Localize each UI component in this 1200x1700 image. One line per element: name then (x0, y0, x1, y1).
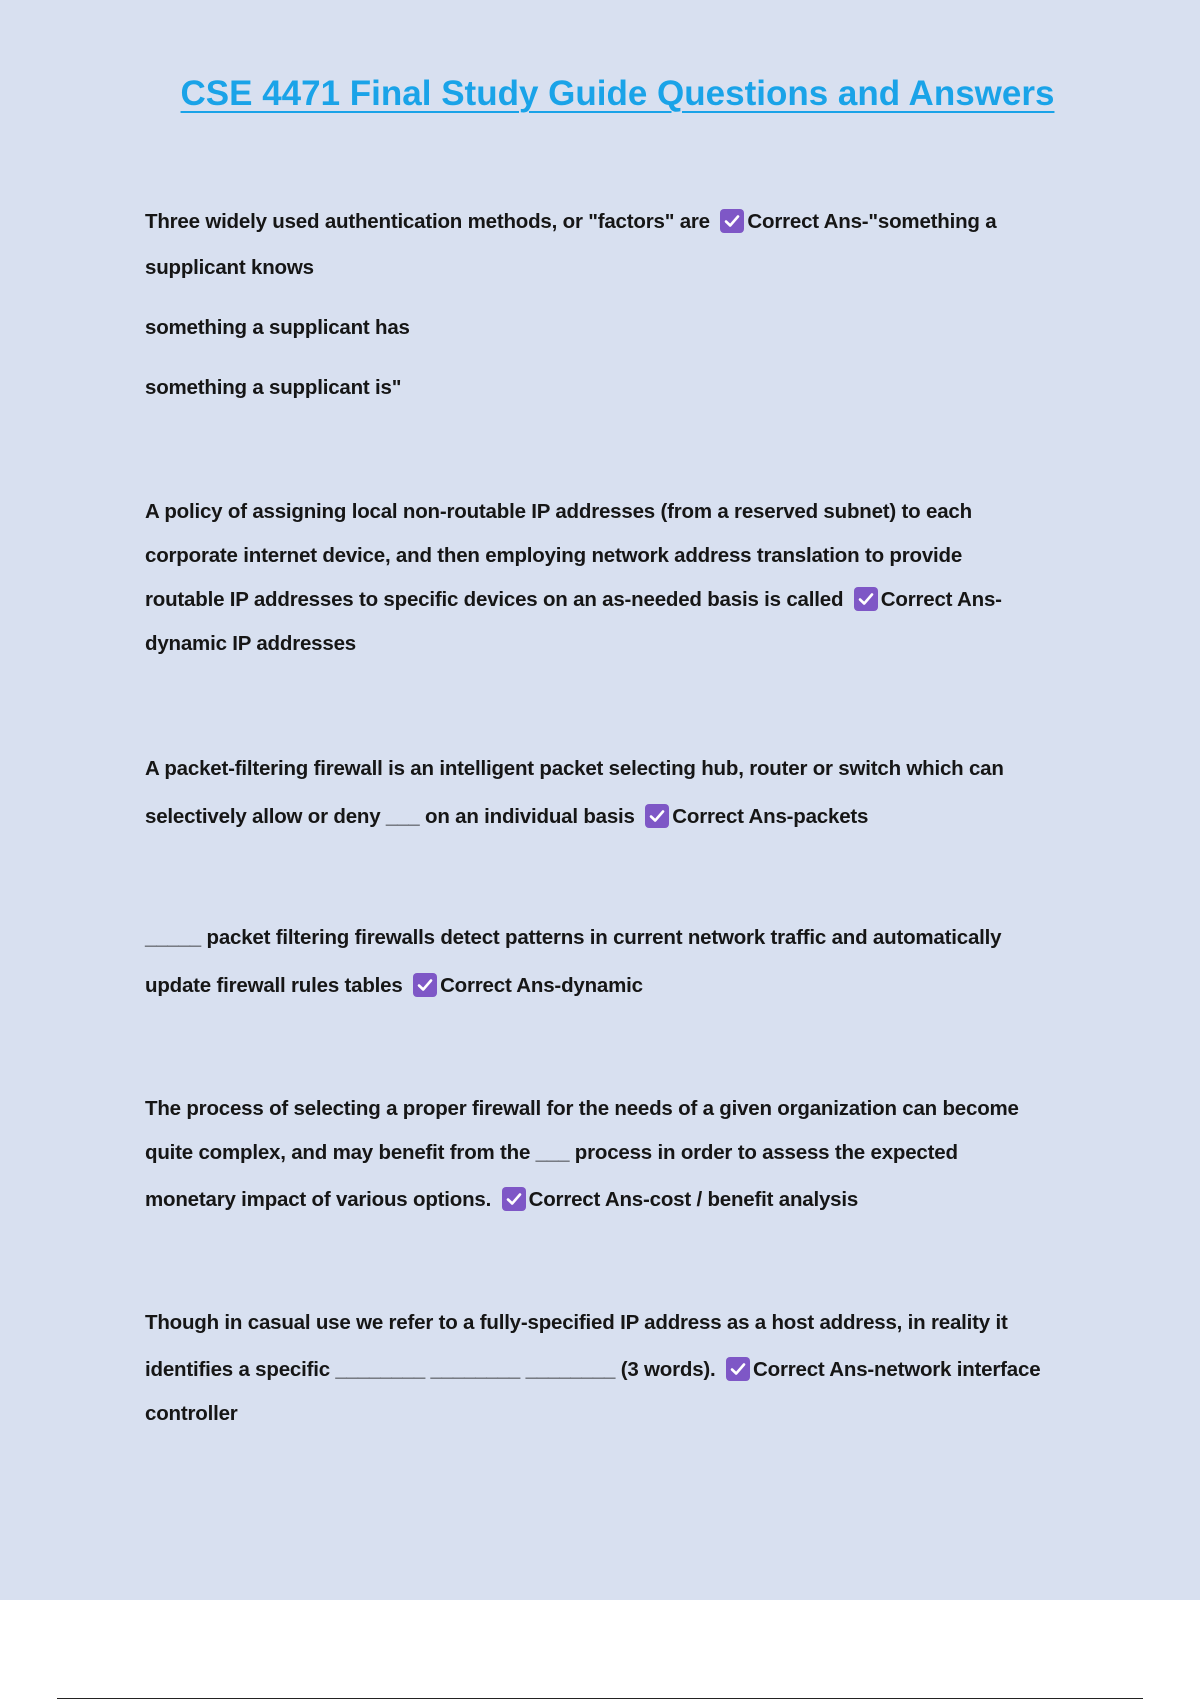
question-text: routable IP addresses to specific devices on an as-needed basis is called (145, 588, 849, 611)
answer-text: Correct Ans-dynamic (440, 974, 643, 997)
qa-item-5 (145, 1087, 1065, 1222)
answer-text: Correct Ans- (880, 588, 1002, 611)
answer-text: Correct Ans-cost / benefit analysis (528, 1188, 859, 1211)
qa-line (145, 199, 1065, 245)
qa-line (145, 1178, 1065, 1222)
qa-line: A packet-filtering firewall is an intelligent packet selecting hub, router or switch which can (145, 757, 1004, 780)
document-title: CSE 4471 Final Study Guide Questions and Answers (180, 74, 1055, 113)
qa-line: dynamic IP addresses (145, 632, 356, 655)
answer-text: Correct Ans-network interface (753, 1358, 1041, 1381)
qa-line: quite complex, and may benefit from the ___ process in order to assess the expected (145, 1141, 958, 1164)
qa-line: something a supplicant is" (145, 376, 402, 399)
checkbox-checked-icon (502, 1187, 526, 1211)
qa-item-6 (145, 1301, 1065, 1436)
qa-item-2 (145, 490, 1065, 666)
qa-item-1 (145, 199, 1065, 411)
qa-line: A policy of assigning local non-routable IP addresses (from a reserved subnet) to each (145, 500, 972, 523)
qa-line: something a supplicant has (145, 316, 410, 339)
qa-item-4 (145, 916, 1065, 1008)
qa-line (145, 1348, 1065, 1392)
qa-item-3 (145, 747, 1065, 839)
qa-line: _____ packet filtering firewalls detect patterns in current network traffic and automatically (145, 926, 1002, 949)
checkbox-checked-icon (854, 587, 878, 611)
question-text: Three widely used authentication methods, or "factors" are (145, 210, 716, 233)
answer-text: Correct Ans-packets (672, 805, 869, 828)
answer-text: Correct Ans-"something a (747, 210, 997, 233)
qa-line: corporate internet device, and then employing network address translation to provide (145, 544, 963, 567)
question-text: update firewall rules tables (145, 974, 409, 997)
question-text: selectively allow or deny ___ on an individual basis (145, 805, 641, 828)
qa-line: Though in casual use we refer to a fully-specified IP address as a host address, in reality it (145, 1311, 1008, 1334)
checkbox-checked-icon (726, 1357, 750, 1381)
qa-line (145, 964, 1065, 1008)
qa-line: The process of selecting a proper firewall for the needs of a given organization can become (145, 1097, 1019, 1120)
qa-line: supplicant knows (145, 256, 314, 279)
qa-line: controller (145, 1402, 238, 1425)
qa-line (145, 578, 1065, 622)
question-text: monetary impact of various options. (145, 1188, 497, 1211)
checkbox-checked-icon (720, 209, 744, 233)
footer-divider (57, 1698, 1143, 1699)
checkbox-checked-icon (645, 804, 669, 828)
checkbox-checked-icon (413, 973, 437, 997)
qa-line (145, 795, 1065, 839)
question-text: identifies a specific ________ ________ ________ (3 words). (145, 1358, 722, 1381)
